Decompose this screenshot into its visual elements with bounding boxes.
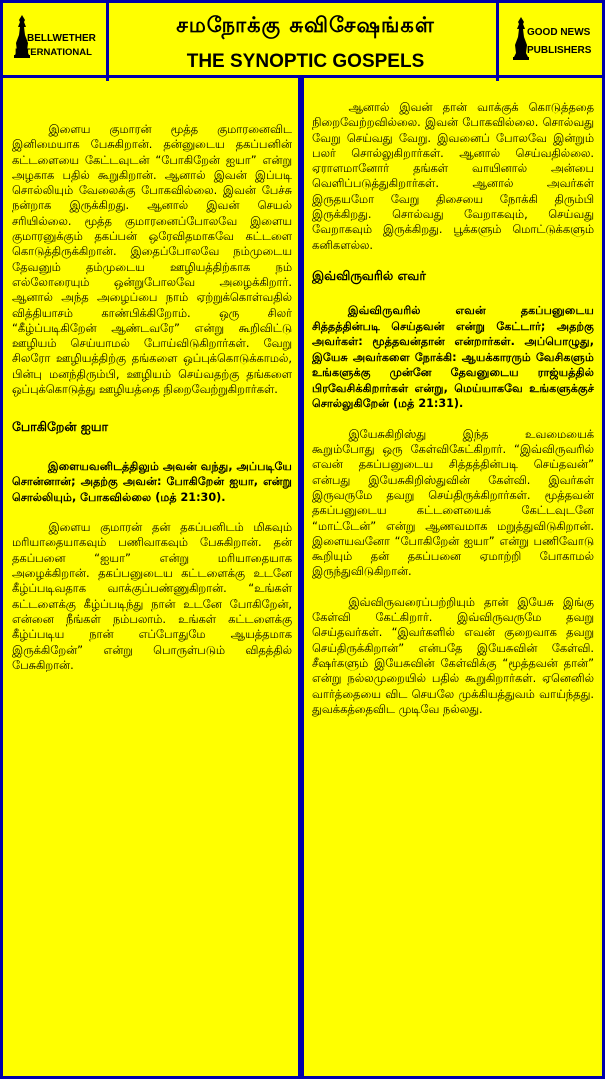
right-paragraph-1: ஆனால் இவன் தான் வாக்குக் கொடுத்ததை நிறைவேற்றவில்லை. இவன் போகவில்லை. சொல்வது வேறு செய்வது வேறு. இவனைப் போலவே இன்றும் பலர் சொல்லுகிறார்கள். ஆனால் செய்வதில்லை. ஏராளமானோர் தங்கள் வாயினால் அன்பை வெளிப்படுத்துகிறார்கள். ஆனால் அவர்கள் இருதயமோ வேறு திசையை நோக்கி திரும்பி இருக்கிறது. சொல்வது வேறாகவும், செய்வது வேறாகவும் இருக்கிறது. பூக்களும் மொட்டுக்களும் கனிகளல்ல. (312, 100, 594, 252)
left-section-heading: போகிறேன் ஐயா (12, 419, 109, 435)
good-news-line2: PUBLISHERS (527, 45, 592, 56)
bellwether-line2: INTERNATIONAL (15, 47, 92, 58)
right-scripture-quote: இவ்விருவரில் எவன் தகப்பனுடைய சித்தத்தின்படி செய்தவன் என்று கேட்டார்; அதற்கு அவர்கள்: மூத்தவன்தான் என்றார்கள். அப்பொழுது, இயேசு அவர்களை நோக்கி: ஆயக்காரரும் வேசிகளும் உங்களுக்கு முன்னே தேவனுடைய ராஜ்யத்தில் பிரவேசிக்கிறார்கள் என்று, மெய்யாகவே உங்களுக்குச் சொல்லுகிறேன் (மத் 21:31). (312, 304, 594, 411)
bellwether-logo (3, 3, 109, 81)
right-paragraph-3: இவ்விருவரைப்பற்றியும் தான் இயேசு இங்கு கேள்வி கேட்கிறார். இவ்விருவருமே தவறு செய்தவர்கள். “இவர்களில் எவன் குறைவாக தவறு செய்திருக்கிறான்” என்பதே இயேசுவின் கேள்வி. சீஷர்களும் இயேசுவின் கேள்விக்கு “மூத்தவன் தான்” என்று நல்லமுறையில் பதில் கூறுகிறார்கள். ஏனெனில் வார்த்தையை விட செயலே முக்கியத்துவம் வாய்ந்தது. துவக்கத்தைவிட முடிவே நல்லது. (312, 594, 594, 716)
right-section-heading: இவ்விருவரில் எவர் (312, 267, 426, 283)
good-news-line1: GOOD NEWS (527, 27, 591, 38)
bellwether-line1: BELLWETHER (27, 33, 96, 44)
page-title-tamil: சமநோக்கு சுவிசேஷங்கள் (176, 13, 435, 37)
good-news-logo (496, 3, 602, 81)
right-column (312, 78, 594, 1076)
left-paragraph-2: இளைய குமாரன் தன் தகப்பனிடம் மிகவும் மரியாதையாகவும் பணிவாகவும் பேசுகிறான். தன் தகப்பனை “ஐயா” என்று மரியாதையாக அழைக்கிறான். தகப்பனுடைய கட்டளைக்கு உடனே கீழ்ப்படிவதாக வாக்குப்பண்ணுகிறான். “உங்கள் கட்டளைக்கு கீழ்ப்படிந்து நான் உடனே போகிறேன், என்னை நீங்கள் நம்பலாம். உங்கள் கட்டளைக்கு கீழ்ப்படிய நான் எப்போதுமே ஆயத்தமாக இருக்கிறேன்” என்று பொருள்படும் விதத்தில் பேசுகிறான். (12, 520, 292, 672)
right-paragraph-2: இயேசுகிறிஸ்து இந்த உவமையைக் கூறும்போது ஒரு கேள்விகேட்கிறார். “இவ்விருவரில் எவன் தகப்பனுடைய சித்தத்தின்படி செய்தவன்” என்பது இயேசுகிறிஸ்துவின் கேள்வி. இவர்கள் இருவருமே தவறு செய்திருக்கிறார்கள். மூத்தவன் தகப்பனுடைய கட்டளையைக் கேட்டவுடனே “மாட்டேன்” என்று ஆணவமாக மறுத்துவிடுகிறான். இளையவனோ “போகிறேன் ஐயா” என்று பணிவோடு கூறியும் தன் தகப்பனை ஏமாற்றி போகாமல் இருந்துவிடுகிறான். (312, 426, 594, 579)
left-scripture-quote: இளையவனிடத்திலும் அவன் வந்து, அப்படியே சொன்னான்; அதற்கு அவன்: போகிறேன் ஐயா, என்று சொல்லியும், போகவில்லை (மத் 21:30). (12, 459, 292, 504)
column-divider (298, 78, 304, 1079)
left-column (12, 78, 292, 1076)
left-paragraph-1: இளைய குமாரன் மூத்த குமாரனைவிட இனிமையாக பேசுகிறான். தன்னுடைய தகப்பனின் கட்டளையை கேட்டவுடன் “போகிறேன் ஐயா” என்று அழகாக பதில் கூறுகிறான். ஆனால் இவன் இப்படி சொல்லியும் வேலைக்கு போகவில்லை. இவன் பேச்சு நன்றாக இருக்கிறது. ஆனால் இவன் செயல் சரியில்லை. மூத்த குமாரனைப்போலவே இளைய குமாரனுக்கும் தகப்பன் ஒரேவிதமாகவே கட்டளை கொடுத்திருக்கிறான். இதைப்போலவே நம்முடைய தேவனும் தம்முடைய ஊழியத்திற்காக நம் எல்லோரையும் ஒன்றுபோலவே அழைக்கிறார். ஆனால் அந்த அழைப்பை நாம் ஏற்றுக்கொள்வதில் வித்தியாசம் காண்பிக்கிறோம். ஒரு சிலர் “கீழ்ப்படிகிறேன் ஆண்டவரே” என்று கூறிவிட்டு ஊழியம் செய்யாமல் போய்விடுகிறார்கள். வேறு சிலரோ ஊழியத்திற்கு தங்களை ஒப்புக்கொடுக்காமல், பின்பு மனந்திரும்பி, ஊழியம் செய்வதற்கு தங்களை ஒப்புக்கொடுத்து ஊழியத்தை நிறைவேற்றுகிறார்கள். (12, 122, 292, 397)
header-banner (0, 0, 605, 78)
page-title-english: THE SYNOPTIC GOSPELS (186, 51, 425, 72)
title-area (109, 3, 502, 81)
